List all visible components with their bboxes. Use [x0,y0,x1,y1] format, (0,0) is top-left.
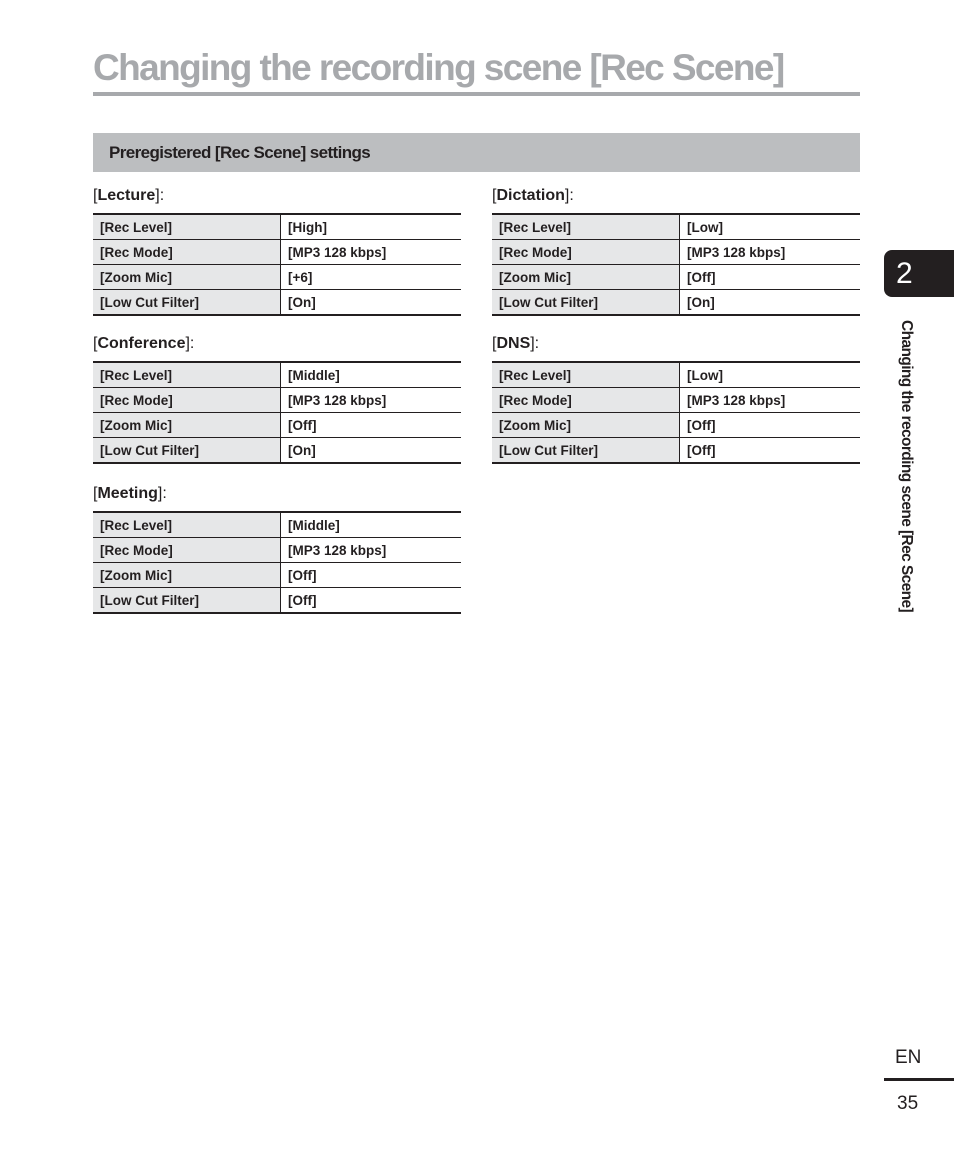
table-row [93,214,461,240]
setting-label: [Rec Mode] [93,388,281,413]
scene-heading: [Meeting]: [93,485,167,502]
setting-value: [MP3 128 kbps] [281,388,462,413]
setting-value: [+6] [281,265,462,290]
setting-value: [MP3 128 kbps] [281,538,462,563]
scene-dictation [492,186,860,316]
setting-label: [Zoom Mic] [93,563,281,588]
setting-value: [MP3 128 kbps] [680,240,861,265]
table-row [492,214,860,240]
language-label: EN [895,1047,922,1068]
language-rule [884,1078,954,1081]
setting-label: [Rec Mode] [492,388,680,413]
page-number: 35 [897,1093,919,1114]
table-row [93,538,461,563]
setting-label: [Low Cut Filter] [492,438,680,464]
setting-value: [Middle] [281,512,462,538]
scene-name: Conference [97,335,186,352]
page-title: Changing the recording scene [Rec Scene] [93,47,784,88]
settings-table-conference [93,361,461,464]
scene-heading: [Lecture]: [93,187,165,204]
setting-value: [MP3 128 kbps] [680,388,861,413]
scene-heading: [Conference]: [93,335,195,352]
setting-label: [Low Cut Filter] [93,588,281,614]
setting-value: [Off] [680,438,861,464]
setting-label: [Low Cut Filter] [93,438,281,464]
table-row [93,438,461,464]
setting-value: [Off] [281,588,462,614]
setting-label: [Zoom Mic] [492,265,680,290]
setting-value: [Off] [281,413,462,438]
setting-label: [Rec Mode] [492,240,680,265]
setting-value: [On] [680,290,861,316]
scene-heading: [DNS]: [492,335,540,352]
settings-table-meeting [93,511,461,614]
setting-label: [Rec Level] [492,362,680,388]
table-row [492,362,860,388]
table-row [93,265,461,290]
side-chapter-title: Changing the recording scene [Rec Scene] [898,320,915,613]
table-row [492,290,860,316]
setting-label: [Rec Level] [93,214,281,240]
setting-label: [Rec Mode] [93,240,281,265]
scene-conference [93,334,461,464]
setting-value: [Off] [281,563,462,588]
setting-label: [Low Cut Filter] [93,290,281,316]
setting-label: [Zoom Mic] [93,265,281,290]
settings-table-dns [492,361,860,464]
section-header [93,133,860,172]
scene-meeting [93,484,461,614]
scene-dns [492,334,860,464]
table-row [93,388,461,413]
setting-value: [On] [281,290,462,316]
setting-value: [Off] [680,413,861,438]
setting-label: [Rec Level] [93,512,281,538]
table-row [93,413,461,438]
table-row [492,438,860,464]
setting-value: [On] [281,438,462,464]
table-row [93,588,461,614]
setting-value: [Low] [680,362,861,388]
chapter-number: 2 [896,257,913,290]
title-rule [93,92,860,96]
setting-value: [Off] [680,265,861,290]
scene-lecture [93,186,461,316]
setting-label: [Rec Level] [93,362,281,388]
scene-heading: [Dictation]: [492,187,574,204]
setting-label: [Rec Level] [492,214,680,240]
setting-label: [Zoom Mic] [492,413,680,438]
section-title: Preregistered [Rec Scene] settings [109,143,371,162]
table-row [492,265,860,290]
table-row [93,512,461,538]
table-row [93,362,461,388]
settings-table-dictation [492,213,860,316]
table-row [93,563,461,588]
setting-value: [High] [281,214,462,240]
setting-label: [Low Cut Filter] [492,290,680,316]
settings-table-lecture [93,213,461,316]
setting-value: [Low] [680,214,861,240]
setting-value: [MP3 128 kbps] [281,240,462,265]
table-row [492,388,860,413]
scene-name: DNS [496,335,531,352]
table-row [492,240,860,265]
setting-value: [Middle] [281,362,462,388]
table-row [93,290,461,316]
scene-name: Lecture [97,187,156,204]
table-row [93,240,461,265]
scene-name: Meeting [97,485,158,502]
setting-label: [Zoom Mic] [93,413,281,438]
table-row [492,413,860,438]
chapter-tab [884,250,954,297]
setting-label: [Rec Mode] [93,538,281,563]
scene-name: Dictation [496,187,565,204]
